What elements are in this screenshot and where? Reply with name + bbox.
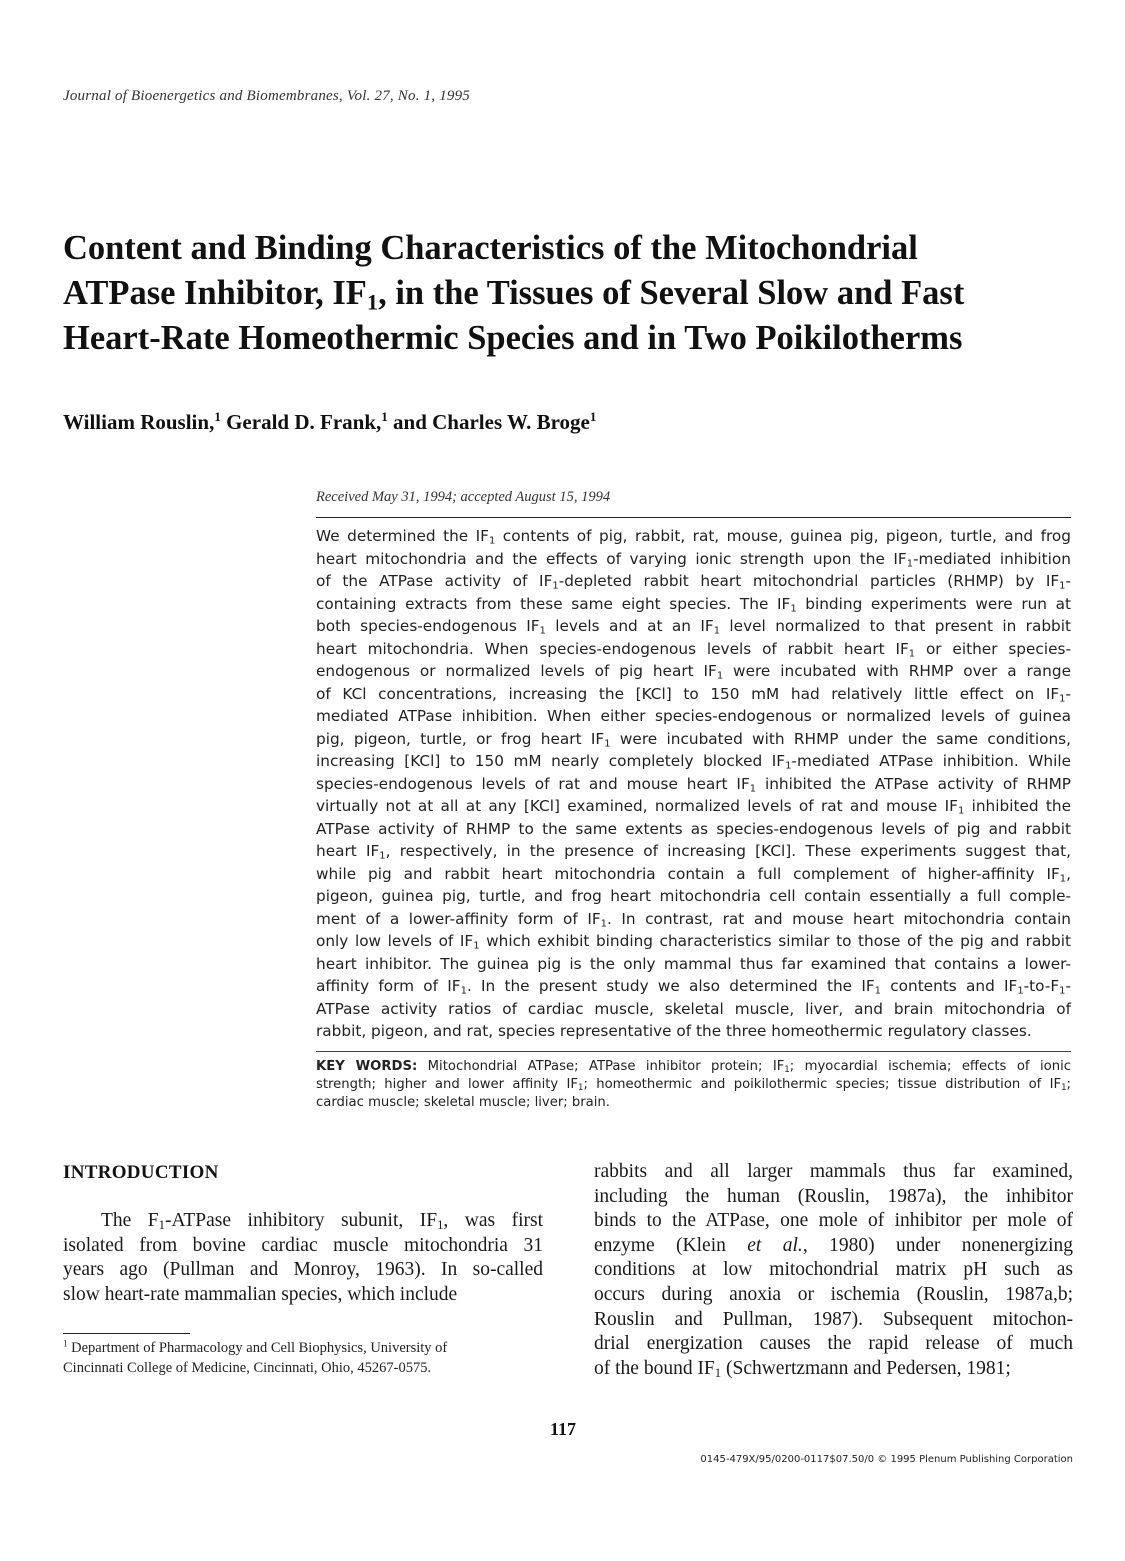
abstract-line: affinity form of $IF_1$. In the present study we also determined the $IF_1$ contents and $IF_1-to-F_1-$ [316,977,1071,997]
intro-right-column-line: drial energization causes the rapid release of much [594,1333,1073,1355]
abstract-line: heart $IF_1$, respectively, in the presence of increasing [KCl]. These experiments suggest that, [316,842,1071,862]
affiliation-footnote-line: Cincinnati College of Medicine, Cincinnati, Ohio, 45267-0575. [63,1360,432,1376]
abstract-line: pigeon, guinea pig, turtle, and frog heart mitochondria cell contain essentially a full comple- [316,887,1071,905]
abstract-line: heart mitochondria and the effects of varying ionic strength upon the $IF_1$-mediated inhibition [316,549,1071,569]
abstract-line: only low levels of $IF_1$ which exhibit binding characteristics similar to those of the pig and rabbit [316,932,1072,952]
paper-title-line: Heart-Rate Homeothermic Species and in Two Poikilotherms [63,319,963,357]
keywords-line-2: cardiac muscle; skeletal muscle; liver; brain. [316,1095,610,1110]
abstract-line: pig, pigeon, turtle, or frog heart $IF_1$ were incubated with RHMP under the same conditions, [316,729,1071,749]
abstract-line: virtually not at all at any [KCl] examined, normalized levels of rat and mouse $IF_1$ inhibited the [316,797,1071,817]
intro-left-column-line: The $F_1$-ATPase inhibitory subunit, $IF_1$, was first [101,1210,543,1233]
intro-left-column-line: slow heart-rate mammalian species, which include [63,1283,458,1305]
abstract-line: increasing [KCl] to 150 mM nearly completely blocked $IF_1$-mediated ATPase inhibition. While [316,752,1071,772]
keywords [316,1058,1071,1112]
keywords-line-0: Mitochondrial ATPase; ATPase inhibitor protein; $IF_1$; myocardial ischemia; effects of ionic [417,1059,1071,1076]
intro-right-column-line: enzyme (Klein et al., 1980) under nonenergizing [594,1234,1073,1256]
paper-title-line: ATPase Inhibitor, $IF_1$, in the Tissues of Several Slow and Fast [63,274,965,315]
keywords-line-1: strength; higher and lower affinity $IF_1$; homeothermic and poikilothermic species; tissue distribution of $IF_1$; [316,1077,1071,1094]
affiliation-footnote-line: $^1$ Department of Pharmacology and Cell Biophysics, University of [63,1338,448,1356]
abstract-line: heart mitochondria. When species-endogenous levels of rabbit heart $IF_1$ or either species- [316,639,1071,659]
footnote-rule [63,1333,190,1334]
abstract-line: rabbit, pigeon, and rat, species representative of the three homeothermic regulatory classes. [316,1022,1032,1040]
abstract-line: ATPase activity ratios of cardiac muscle, skeletal muscle, liver, and brain mitochondria of [316,999,1071,1018]
affiliation-footnote [63,1338,553,1378]
abstract [316,525,1071,1043]
intro-left-column [63,1209,543,1307]
abstract-line: heart inhibitor. The guinea pig is the only mammal thus far examined that contains a lower- [316,954,1071,973]
paper-title [63,226,1073,361]
intro-right-column-line: occurs during anoxia or ischemia (Rouslin, 1987a,b; [594,1283,1073,1305]
abstract-line: ATPase activity of RHMP to the same extents as species-endogenous levels of pig and rabbit [316,819,1071,838]
intro-right-column-line: of the bound $IF_1$ (Schwertzmann and Pedersen, 1981; [594,1357,1011,1380]
intro-left-column-line: isolated from bovine cardiac muscle mitochondria 31 [63,1234,543,1256]
intro-right-column-line: including the human (Rouslin, 1987a), the inhibitor [594,1185,1073,1207]
abstract-top-rule [316,517,1071,518]
section-heading-introduction: INTRODUCTION [63,1162,219,1183]
abstract-line: of the ATPase activity of $IF_1$-depleted rabbit heart mitochondrial particles (RHMP) by $IF_1-$ [316,572,1071,592]
intro-right-column [594,1160,1073,1381]
keywords-rule [316,1051,1071,1052]
intro-right-column-line: rabbits and all larger mammals thus far examined, [594,1161,1073,1182]
abstract-line: of KCl concentrations, increasing the [KCl] to 150 mM had relatively little effect on $IF_1-$ [316,684,1071,704]
intro-left-column-line: years ago (Pullman and Monroy, 1963). In so-called [63,1259,543,1281]
intro-right-column-line: Rouslin and Pullman, 1987). Subsequent mitochon- [594,1308,1073,1330]
intro-right-column-line: conditions at low mitochondrial matrix pH such as [594,1259,1073,1281]
abstract-line: mediated ATPase inhibition. When either species-endogenous or normalized levels of guinea [316,707,1071,725]
author-list-line: William Rouslin,$^1$ Gerald D. Frank,$^1$ and Charles W. Broge$^1$ [63,409,597,434]
page-number: 117 [550,1419,577,1439]
abstract-line: ment of a lower-affinity form of $IF_1$. In contrast, rat and mouse heart mitochondria contain [316,909,1071,929]
paper-title-line: Content and Binding Characteristics of the Mitochondrial [63,229,918,267]
author-list [63,410,596,435]
abstract-line: containing extracts from these same eight species. The $IF_1$ binding experiments were run at [316,594,1072,614]
copyright-line: 0145-479X/95/0200-0117$07.50/0 © 1995 Plenum Publishing Corporation [700,1454,1073,1465]
abstract-line: while pig and rabbit heart mitochondria contain a full complement of higher-affinity $IF_1$, [316,864,1071,884]
abstract-line: We determined the $IF_1$ contents of pig, rabbit, rat, mouse, guinea pig, pigeon, turtle, and frog [316,527,1071,547]
abstract-line: endogenous or normalized levels of pig heart $IF_1$ were incubated with RHMP over a range [316,662,1071,682]
abstract-line: species-endogenous levels of rat and mouse heart $IF_1$ inhibited the ATPase activity of RHMP [316,774,1071,794]
keywords-label: KEY WORDS: [316,1059,418,1074]
abstract-line: both species-endogenous $IF_1$ levels and at an $IF_1$ level normalized to that present in rabbit [316,617,1071,637]
journal-citation: Journal of Bioenergetics and Biomembranes, Vol. 27, No. 1, 1995 [63,88,471,104]
intro-right-column-line: binds to the ATPase, one mole of inhibitor per mole of [594,1210,1073,1232]
received-dates: Received May 31, 1994; accepted August 15, 1994 [316,489,611,505]
